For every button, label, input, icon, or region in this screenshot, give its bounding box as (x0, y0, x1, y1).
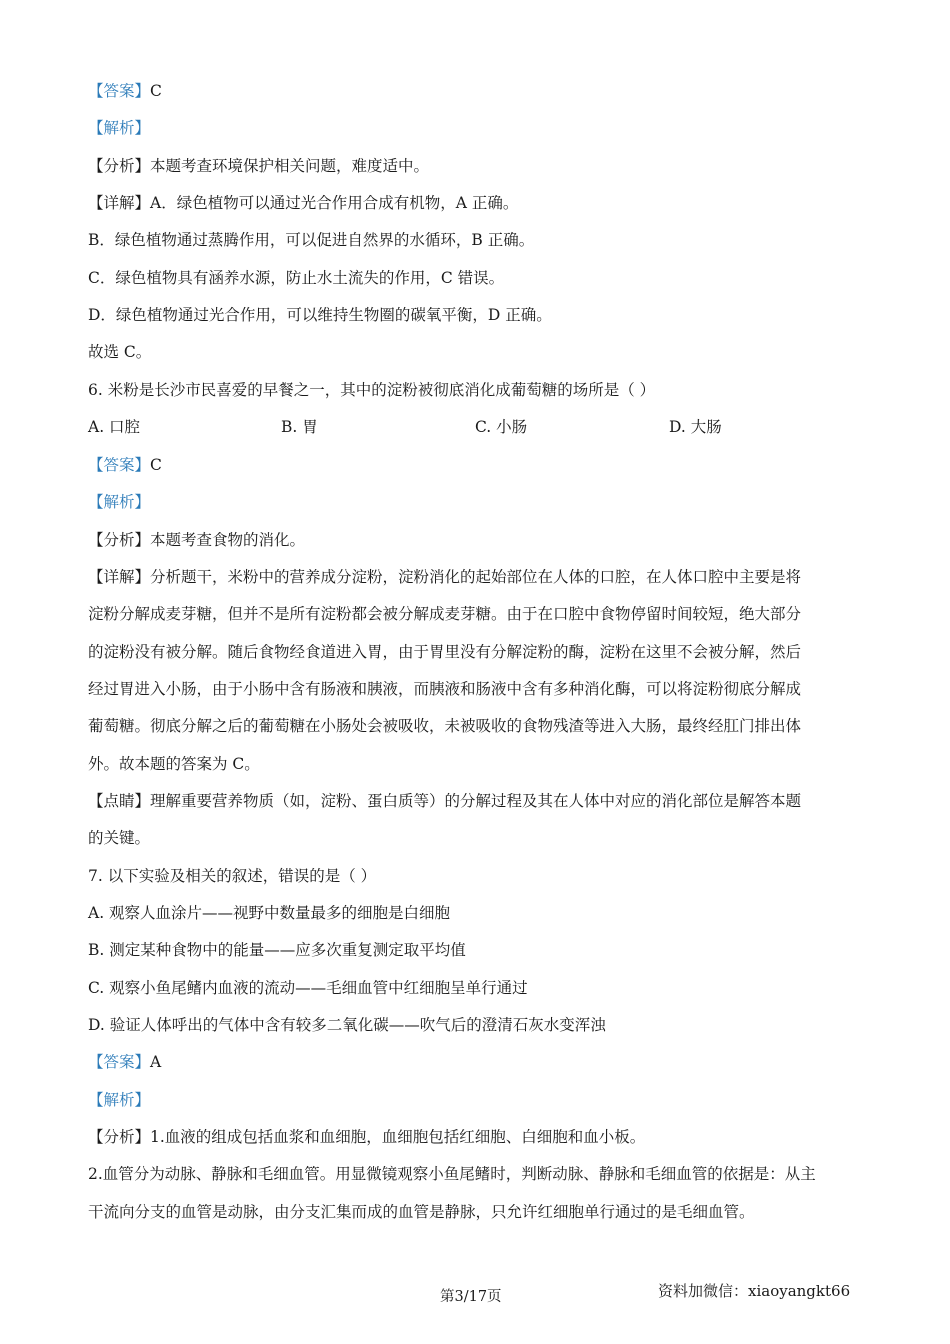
q6-option-a: A. 口腔 (88, 418, 141, 436)
q6-xiangjie-line-1 (88, 567, 801, 587)
q5-analysis-heading (88, 118, 150, 138)
q5-line-d: D．绿色植物通过光合作用，可以维持生物圈的碳氧平衡，D 正确。 (88, 306, 552, 324)
fenxi-tag: 【分析】 (88, 157, 151, 175)
answer-tag: 【答案】 (88, 1053, 151, 1071)
fenxi-text: 1.血液的组成包括血浆和血细胞，血细胞包括红细胞、白细胞和血小板。 (150, 1128, 646, 1146)
q7-fenxi-line (88, 1127, 645, 1147)
q5-conclusion: 故选 C。 (88, 343, 152, 361)
q6-option-c: C. 小肠 (475, 418, 528, 436)
q6-xiangjie-line-3: 的淀粉没有被分解。随后食物经食道进入胃，由于胃里没有分解淀粉的酶，淀粉在这里不会被分解，然后 (88, 643, 802, 661)
xiangjie-text: A．绿色植物可以通过光合作用合成有机物，A 正确。 (150, 194, 519, 212)
q7-analysis-heading (88, 1090, 150, 1110)
q7-option-d: D. 验证人体呼出的气体中含有较多二氧化碳——吹气后的澄清石灰水变浑浊 (88, 1016, 606, 1034)
q5-answer-line (88, 81, 162, 101)
analysis-tag: 【解析】 (88, 493, 151, 511)
q7-point2-line-1: 2.血管分为动脉、静脉和毛细血管。用显微镜观察小鱼尾鳍时，判断动脉、静脉和毛细血管的依据是：从主 (88, 1165, 816, 1183)
q7-option-b: B. 测定某种食物中的能量——应多次重复测定取平均值 (88, 941, 466, 959)
q6-options (88, 417, 868, 437)
answer-tag: 【答案】 (88, 456, 151, 474)
answer-value: A (150, 1053, 162, 1071)
q7-point2-line-2: 干流向分支的血管是动脉，由分支汇集而成的血管是静脉，只允许红细胞单行通过的是毛细血管。 (88, 1203, 755, 1221)
analysis-tag: 【解析】 (88, 119, 151, 137)
fenxi-tag: 【分析】 (88, 1128, 151, 1146)
q7-answer-line (88, 1052, 161, 1072)
q6-xiangjie-line-2: 淀粉分解成麦芽糖，但并不是所有淀粉都会被分解成麦芽糖。由于在口腔中食物停留时间较短，绝大部分 (88, 605, 802, 623)
fenxi-text: 本题考查食物的消化。 (150, 531, 306, 549)
q5-line-c: C．绿色植物具有涵养水源，防止水土流失的作用，C 错误。 (88, 269, 505, 287)
answer-value: C (150, 456, 162, 474)
q6-xiangjie-line-4: 经过胃进入小肠，由于小肠中含有肠液和胰液，而胰液和肠液中含有多种消化酶，可以将淀粉彻底分解成 (88, 680, 802, 698)
q5-line-b: B．绿色植物通过蒸腾作用，可以促进自然界的水循环，B 正确。 (88, 231, 535, 249)
xiangjie-tag: 【详解】 (88, 568, 151, 586)
q6-dianjing-line-1 (88, 791, 801, 811)
q5-xiangjie-line (88, 193, 518, 213)
fenxi-tag: 【分析】 (88, 531, 151, 549)
fenxi-text: 本题考查环境保护相关问题，难度适中。 (150, 157, 430, 175)
dianjing-text: 理解重要营养物质（如，淀粉、蛋白质等）的分解过程及其在人体中对应的消化部位是解答本题 (150, 792, 802, 810)
q6-xiangjie-line-5: 葡萄糖。彻底分解之后的葡萄糖在小肠处会被吸收，未被吸收的食物残渣等进入大肠，最终经肛门排出体 (88, 717, 802, 735)
dianjing-tag: 【点睛】 (88, 792, 151, 810)
q6-analysis-heading (88, 492, 150, 512)
q6-answer-line (88, 455, 162, 475)
answer-value: C (150, 82, 162, 100)
q6-xiangjie-line-6: 外。故本题的答案为 C。 (88, 755, 260, 773)
q6-fenxi-line (88, 530, 305, 550)
q6-option-d: D. 大肠 (669, 418, 722, 436)
xiangjie-text: 分析题干，米粉中的营养成分淀粉，淀粉消化的起始部位在人体的口腔，在人体口腔中主要是将 (150, 568, 802, 586)
q7-option-a: A. 观察人血涂片——视野中数量最多的细胞是白细胞 (88, 904, 451, 922)
analysis-tag: 【解析】 (88, 1091, 151, 1109)
xiangjie-tag: 【详解】 (88, 194, 151, 212)
page-number: 第3/17页 (440, 1289, 502, 1305)
wechat-contact: 资料加微信：xiaoyangkt66 (658, 1282, 851, 1300)
answer-tag: 【答案】 (88, 82, 151, 100)
q5-fenxi-line (88, 156, 429, 176)
q6-question: 6. 米粉是长沙市民喜爱的早餐之一，其中的淀粉被彻底消化成葡萄糖的场所是（ ） (88, 381, 656, 399)
q7-question: 7. 以下实验及相关的叙述，错误的是（ ） (88, 867, 377, 885)
q6-dianjing-line-2: 的关键。 (88, 829, 151, 847)
q6-option-b: B. 胃 (281, 418, 318, 436)
q7-option-c: C. 观察小鱼尾鳍内血液的流动——毛细血管中红细胞呈单行通过 (88, 979, 528, 997)
